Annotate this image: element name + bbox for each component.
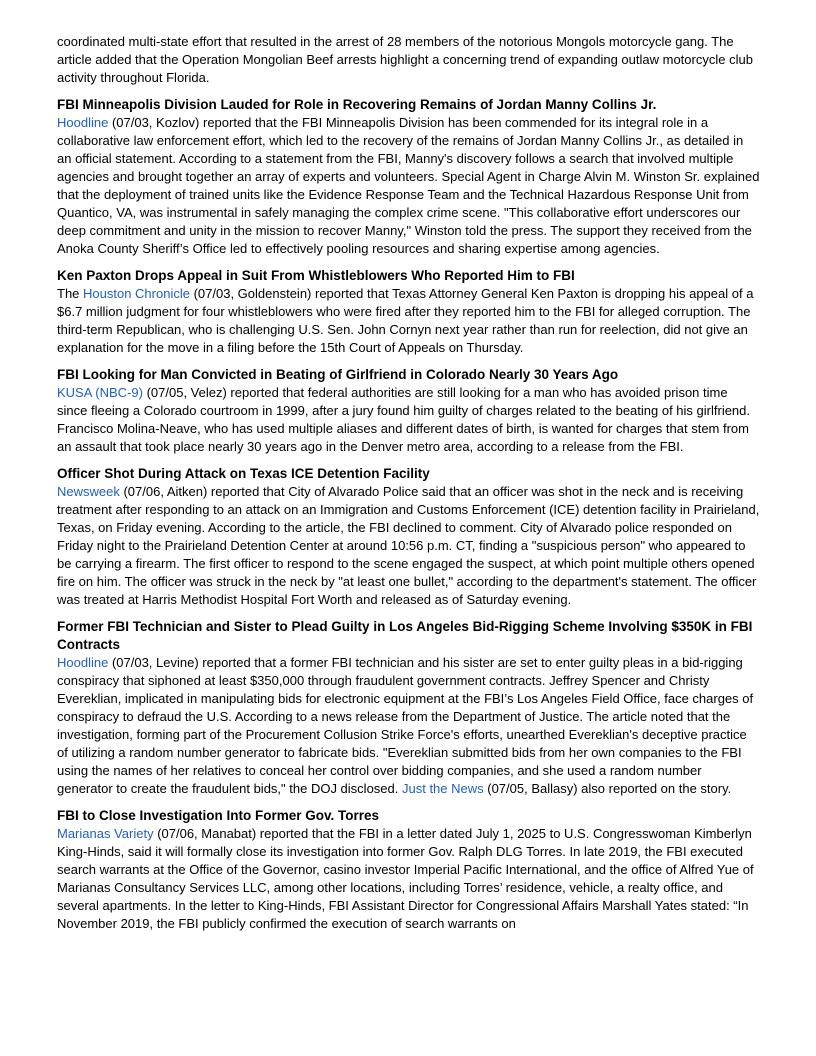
source-link[interactable]: Hoodline (57, 655, 109, 670)
article-text: (07/03, Levine) reported that a former FBI technician and his sister are set to enter guilty pleas in a bid-rigging conspiracy that siphoned at least $350,000 through fraudulent government contracts. Jeffrey Spencer and Christy Evereklian, implicated in manipulating bids for electronic equipment at the FBI’s Los Angeles Field Office, face charges of conspiracy to defraud the U.S. According to a news release from the Department of Justice. The article noted that the investigation, forming part of the Procurement Collusion Strike Force's efforts, unearthed Evereklian's deceptive practice of utilizing a random number generator to fabricate bids. "Evereklian submitted bids from her own companies to the FBI using the names of her relatives to conceal her control over bidding companies, and she used a random number generator to create the fraudulent bids," the DOJ disclosed. (57, 655, 754, 796)
source-link[interactable]: KUSA (NBC-9) (57, 385, 143, 400)
article-text: (07/05, Velez) reported that federal authorities are still looking for a man who has avoided prison time since fleeing a Colorado courtroom in 1999, after a jury found him guilty of charges related to the beating of his girlfriend. Francisco Molina-Neave, who has used multiple aliases and different dates of birth, is wanted for charges that stem from an assault that took place nearly 30 years ago in the Denver metro area, according to a release from the FBI. (57, 385, 751, 454)
article-5 (57, 807, 760, 933)
article-body (57, 825, 760, 933)
article-body (57, 483, 760, 609)
article-tail: (07/05, Ballasy) also reported on the story. (483, 781, 732, 796)
article-text: (07/03, Goldenstein) reported that Texas Attorney General Ken Paxton is dropping his appeal of a $6.7 million judgment for four whistleblowers who were fired after they reported him to the FBI for alleged corruption. The third-term Republican, who is challenging U.S. Sen. John Cornyn next year rather than run for reelection, did not give an explanation for the move in a filing before the 15th Court of Appeals on Thursday. (57, 286, 754, 355)
article-headline: FBI Looking for Man Convicted in Beating of Girlfriend in Colorado Nearly 30 Years Ago (57, 367, 619, 382)
article-text: (07/03, Kozlov) reported that the FBI Minneapolis Division has been commended for its integral role in a collaborative law enforcement effort, which led to the recovery of the remains of Jordan Manny Collins Jr., as detailed in an official statement. According to a statement from the FBI, Manny's discovery follows a search that involved multiple agencies and brought together an array of experts and volunteers. Special Agent in Charge Alvin M. Winston Sr. explained that the deployment of trained units like the Evidence Response Team and the Technical Hazardous Response Unit from Quantico, VA, was instrumental in safely managing the complex crime scene. "This collaborative effort underscores our deep commitment and unity in the mission to recover Manny," Winston told the press. The support they received from the Anoka County Sheriff’s Office led to effectively pooling resources and sharing expertise among agencies. (57, 115, 760, 256)
source-link[interactable]: Newsweek (57, 484, 120, 499)
source-link[interactable]: Hoodline (57, 115, 109, 130)
article-2 (57, 366, 760, 456)
article-body (57, 384, 760, 456)
article-body (57, 654, 760, 798)
article-headline: FBI to Close Investigation Into Former Gov. Torres (57, 808, 380, 823)
source-link[interactable]: Houston Chronicle (83, 286, 190, 301)
article-headline: FBI Minneapolis Division Lauded for Role in Recovering Remains of Jordan Manny Collins Jr. (57, 97, 657, 112)
article-text: (07/06, Aitken) reported that City of Alvarado Police said that an officer was shot in the neck and is receiving treatment after responding to an attack on an Immigration and Customs Enforcement (ICE) detention facility in Prairieland, Texas, on Friday evening. According to the article, the FBI declined to comment. City of Alvarado police responded on Friday night to the Prairieland Detention Center at around 10:56 p.m. CT, finding a "suspicious person" who appeared to be carrying a firearm. The first officer to respond to the scene engaged the suspect, at which point multiple others opened fire on him. The officer was struck in the neck by "at least one bullet," according to the department's statement. The officer was treated at Harris Methodist Hospital Fort Worth and released as of Saturday evening. (57, 484, 760, 607)
article-3 (57, 465, 760, 609)
source-link[interactable]: Marianas Variety (57, 826, 154, 841)
article-lead: The (57, 286, 84, 301)
article-0 (57, 96, 760, 258)
article-headline: Ken Paxton Drops Appeal in Suit From Whistleblowers Who Reported Him to FBI (57, 268, 575, 283)
intro-paragraph: coordinated multi-state effort that resulted in the arrest of 28 members of the notorious Mongols motorcycle gang. The article added that the Operation Mongolian Beef arrests highlight a concerning trend of expanding outlaw motorcycle club activity throughout Florida. (57, 34, 753, 85)
article-headline: Former FBI Technician and Sister to Plead Guilty in Los Angeles Bid-Rigging Scheme Involving $350K in FBI Contracts (57, 619, 753, 652)
article-body (57, 285, 760, 357)
article-1 (57, 267, 760, 357)
source-link-secondary[interactable]: Just the News (401, 781, 484, 796)
article-body (57, 114, 760, 258)
article-text: (07/06, Manabat) reported that the FBI in a letter dated July 1, 2025 to U.S. Congresswoman Kimberlyn King-Hinds, said it will formally close its investigation into former Gov. Ralph DLG Torres. In late 2019, the FBI executed search warrants at the Office of the Governor, casino investor Imperial Pacific International, and the office of Alfred Yue of Marianas Consultancy Services LLC, among other locations, including Torres’ residence, vehicle, a realty office, and several apartments. In the letter to King-Hinds, FBI Assistant Director for Congressional Affairs Marshall Yates stated: “In November 2019, the FBI publicly confirmed the execution of search warrants on (57, 826, 754, 931)
article-4 (57, 618, 760, 798)
article-headline: Officer Shot During Attack on Texas ICE Detention Facility (57, 466, 430, 481)
